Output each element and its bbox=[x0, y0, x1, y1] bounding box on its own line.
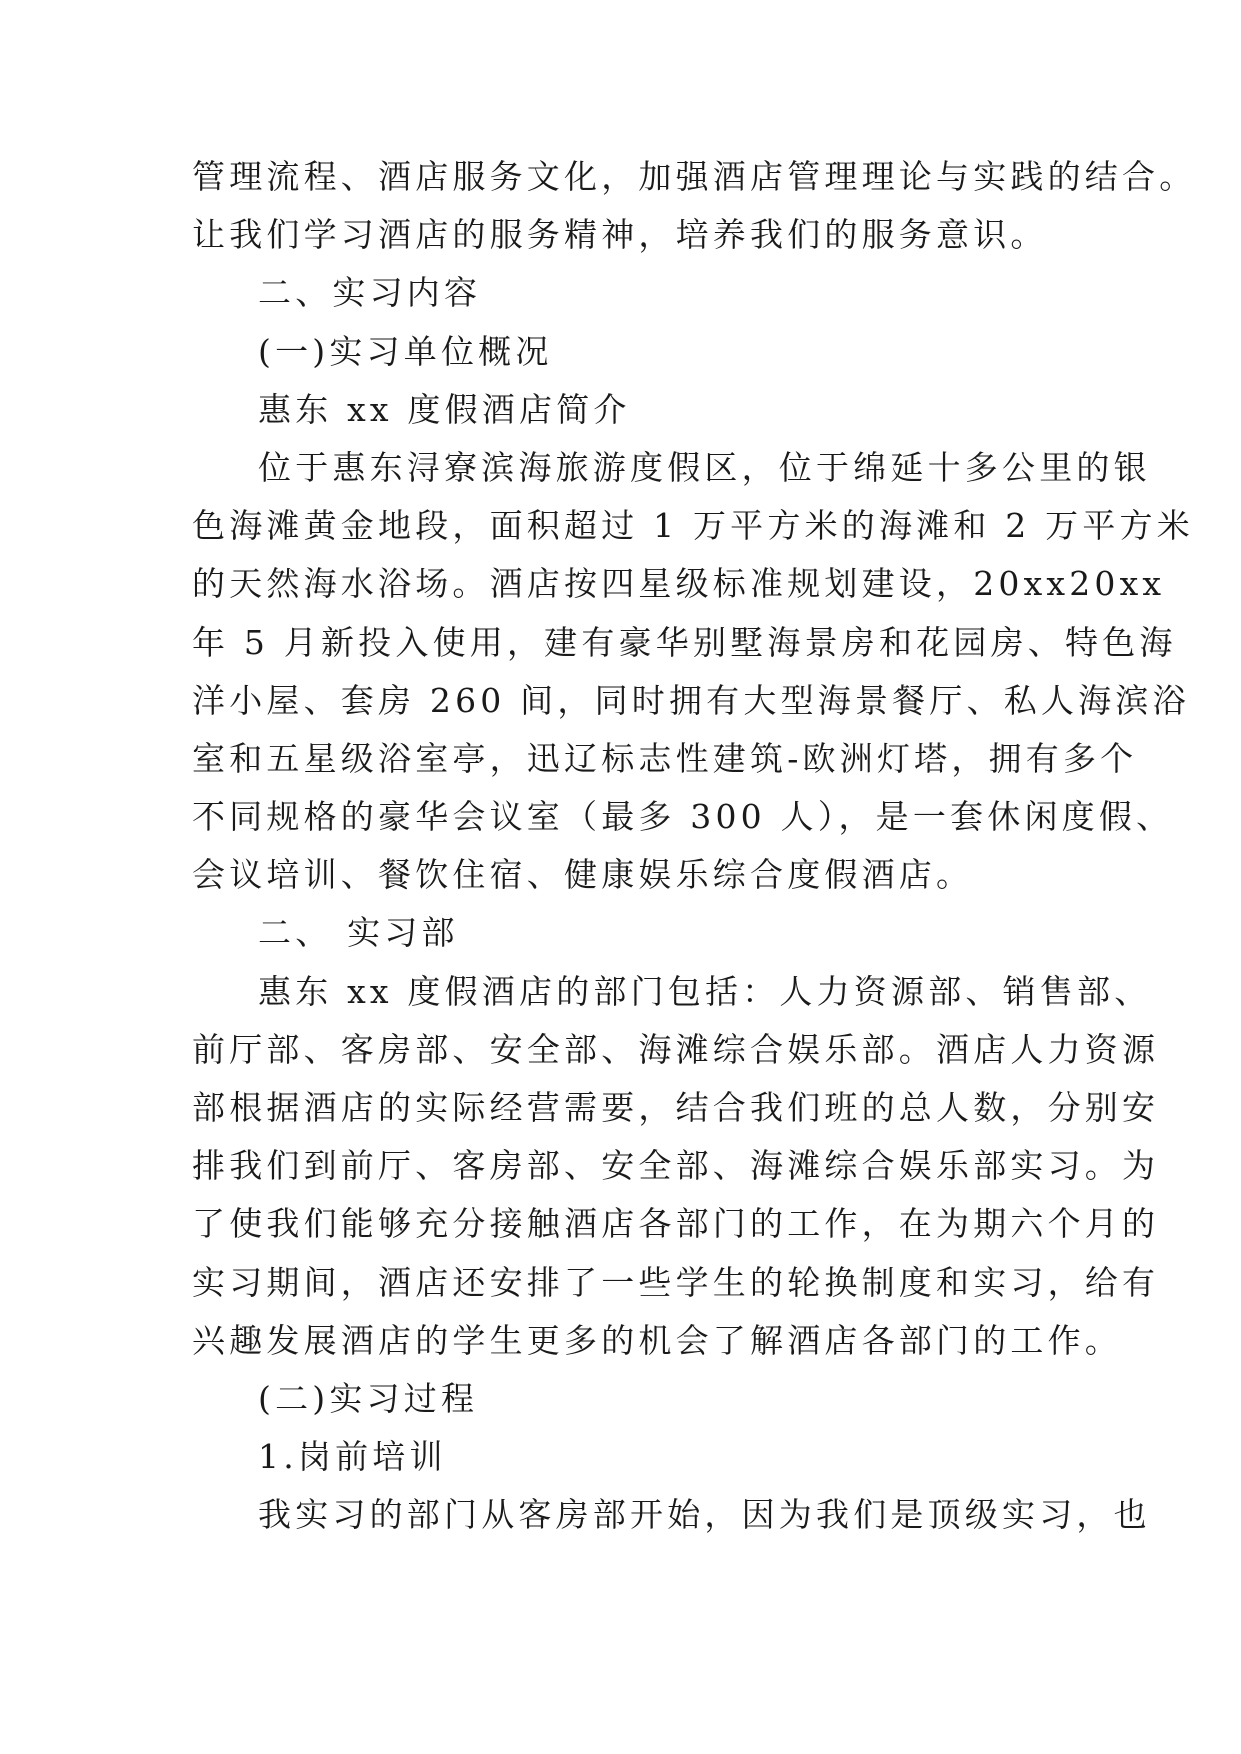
subsection-heading: 1.岗前培训 bbox=[258, 1437, 447, 1477]
text-line: 让我们学习酒店的服务精神，培养我们的服务意识。 bbox=[192, 215, 1048, 255]
subsection-heading: (二)实习过程 bbox=[258, 1378, 479, 1418]
text-line: 会议培训、餐饮住宿、健康娱乐综合度假酒店。 bbox=[192, 855, 974, 895]
text-line: 室和五星级浴室亭，迅辽标志性建筑-欧洲灯塔，拥有多个 bbox=[192, 738, 1138, 778]
text-line: 实习期间，酒店还安排了一些学生的轮换制度和实习，给有 bbox=[192, 1262, 1160, 1302]
document-body bbox=[192, 148, 1197, 1545]
section-heading: 二、 实习部 bbox=[258, 913, 459, 953]
text-line: 洋小屋、套房 260 间，同时拥有大型海景餐厅、私人海滨浴 bbox=[192, 680, 1190, 720]
text-line: 部根据酒店的实际经营需要，结合我们班的总人数，分别安 bbox=[192, 1088, 1160, 1127]
paragraph-start-line: 位于惠东浔寮滨海旅游度假区，位于绵延十多公里的银 bbox=[258, 447, 1151, 487]
text-line: 的天然海水浴场。酒店按四星级标准规划建设，20xx20xx bbox=[192, 564, 1166, 604]
subsection-heading: (一)实习单位概况 bbox=[258, 331, 553, 371]
paragraph-start-line: 惠东 xx 度假酒店的部门包括：人力资源部、销售部、 bbox=[258, 971, 1152, 1011]
subtitle-line: 惠东 xx 度假酒店简介 bbox=[258, 389, 631, 429]
text-line: 管理流程、酒店服务文化，加强酒店管理理论与实践的结合。 bbox=[192, 157, 1197, 196]
text-line: 前厅部、客房部、安全部、海滩综合娱乐部。酒店人力资源 bbox=[192, 1029, 1160, 1069]
text-line: 不同规格的豪华会议室（最多 300 人），是一套休闲度假、 bbox=[192, 797, 1174, 837]
text-line: 年 5 月新投入使用，建有豪华别墅海景房和花园房、特色海 bbox=[192, 622, 1177, 662]
text-line: 兴趣发展酒店的学生更多的机会了解酒店各部门的工作。 bbox=[192, 1320, 1122, 1360]
text-line: 色海滩黄金地段，面积超过 1 万平方米的海滩和 2 万平方米 bbox=[192, 506, 1194, 546]
paragraph-start-line: 我实习的部门从客房部开始，因为我们是顶级实习，也 bbox=[258, 1495, 1151, 1535]
text-line: 了使我们能够充分接触酒店各部门的工作，在为期六个月的 bbox=[192, 1204, 1160, 1244]
text-line: 排我们到前厅、客房部、安全部、海滩综合娱乐部实习。为 bbox=[192, 1146, 1160, 1186]
section-heading: 二、实习内容 bbox=[258, 273, 482, 313]
